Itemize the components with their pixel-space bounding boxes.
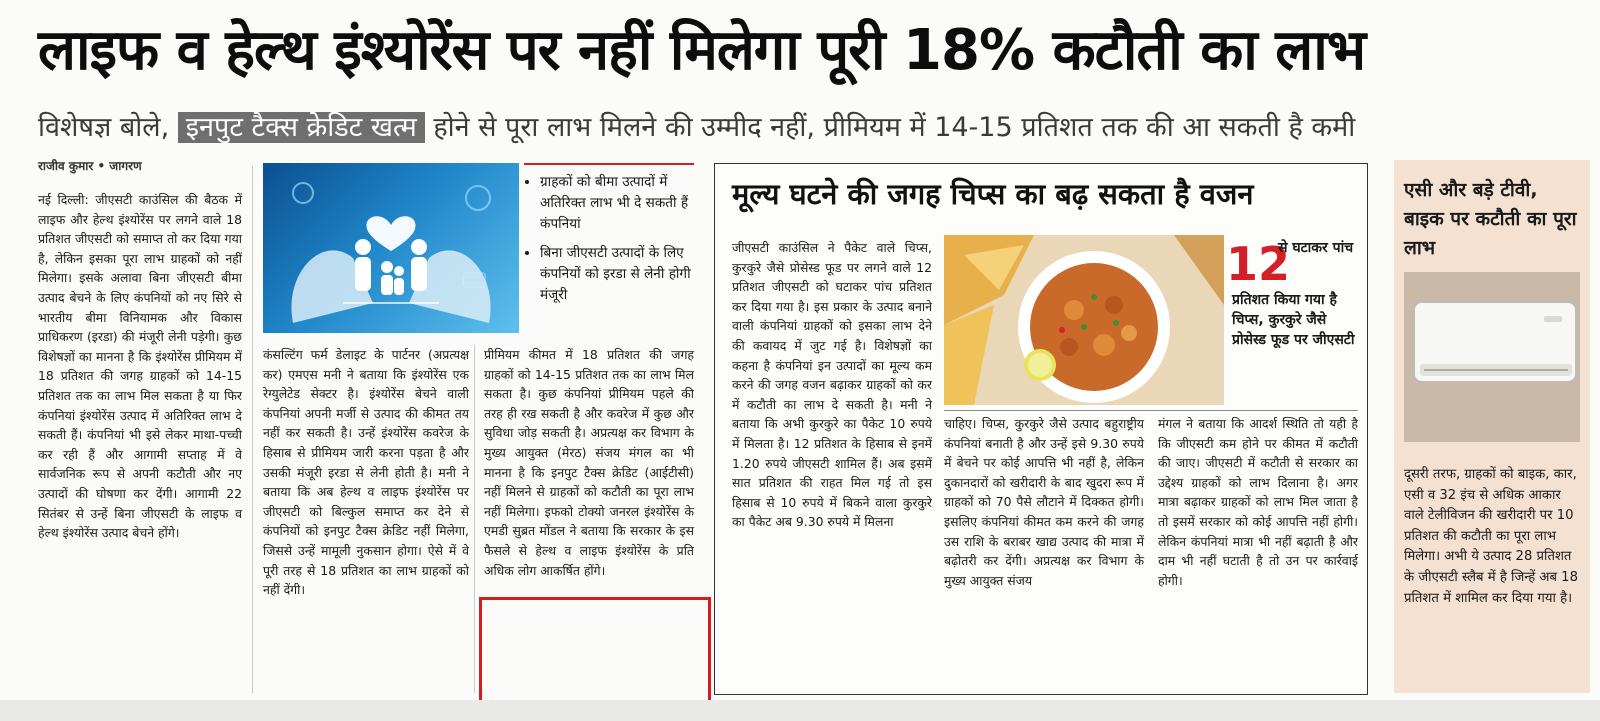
key-point-item: • ग्राहकों को बीमा उत्पादों में अतिरिक्त लाभ भी दे सकती हैं कंपनियां <box>540 172 692 235</box>
article-column-3: प्रीमियम कीमत में 18 प्रतिशत की जगह ग्राहकों को 14-15 प्रतिशत तक का लाभ मिल सकता है। कुछ कंपनियां प्रीमियम पहले की तरह ही रख सकती है और कवरेज में कुछ और सुविधा जोड़ सकती है। अप्रत्यक्ष कर विभाग के मुख्य आयुक्त (मेरठ) संजय मंगल का भी मानना है कि इनपुट टैक्स क्रेडिट (आईटीसी) नहीं मिलने से ग्राहकों को कटौती का पूरा लाभ नहीं मिलेगा। इफको टोक्यो जनरल इंश्योरेंस के एमडी सुब्रत मोंडल ने बताया कि सरकार के इस फैसले से हेल्थ व लाइफ इंश्योरेंस के प्रति अधिक लोग आकर्षित होंगे। <box>484 347 694 578</box>
column-divider <box>252 166 253 693</box>
column-divider <box>474 345 475 693</box>
air-conditioner-image <box>1404 272 1580 442</box>
byline: राजीव कुमार • जागरण <box>38 159 142 173</box>
key-points <box>524 172 692 314</box>
fact-number: 12 <box>1226 237 1291 291</box>
chips-column-1: जीएसटी काउंसिल ने पैकेट वाले चिप्स, कुरकुरे जैसे प्रोसेस्ड फूड पर लगने वाले 12 प्रतिशत जीएसटी को घटाकर पांच प्रतिशत कर दिया गया है। इस प्रकार के उत्पाद बनाने वाली कंपनियां ग्राहकों को इसका लाभ देने की कवायद में जुट गई है। विशेषज्ञों का कहना है कंपनियां इन उत्पादों का मूल्य कम करने की जगह वजन बढ़ाकर ग्राहकों को कर में कटौती का लाभ दे सकती है। मनी ने बताया कि अभी कुरकुरे का पैकेट 10 रुपये में मिलता है। 12 प्रतिशत के हिसाब से इनमें 1.20 रुपये जीएसटी शामिल हैं। अब इसमें सात प्रतिशत की राहत मिल गई तो इस हिसाब से 10 रुपये में बिकने वाला कुरकुरे का पैकेट अब 9.30 रुपये में मिलना <box>732 240 932 530</box>
chips-story-title: मूल्य घटने की जगह चिप्स का बढ़ सकता है वजन <box>732 177 1254 211</box>
chips-bowl-icon <box>944 235 1224 405</box>
highlight-annotation-box <box>479 597 711 712</box>
subheadline <box>38 108 1578 148</box>
key-point-item: • बिना जीएसटी उत्पादों के लिए कंपनियों को इरडा से लेनी होगी मंजूरी <box>540 243 692 306</box>
article-column-2: कंसल्टिंग फर्म डेलाइट के पार्टनर (अप्रत्यक्ष कर) एमएस मनी ने बताया कि इंश्योरेंस एक रेग्युलेटेड सेक्टर है। इंश्योरेंस बेचने वाली कंपनियां अपनी मर्जी से उत्पाद की कीमत तय नहीं कर सकती है। उन्हें इंश्योरेंस कवरेज के हिसाब से प्रीमियम जारी करना पड़ता है और उसकी मंजूरी इरडा से लेनी होती है। मनी ने बताया कि अब हेल्थ व लाइफ इंश्योरेंस पर जीएसटी को बिल्कुल समाप्त कर देने से कंपनियों को इनपुट टैक्स क्रेडिट नहीं मिलेगा, जिससे उन्हें मामूली नुकसान होगा। ऐसे में वे पूरी तरह से 18 प्रतिशत का लाभ ग्राहकों को नहीं देंगी। <box>263 347 469 598</box>
headline: लाइफ व हेल्थ इंश्योरेंस पर नहीं मिलेगा पूरी 18% कटौती का लाभ <box>38 18 1366 83</box>
sidebar-text: दूसरी तरफ, ग्राहकों को बाइक, कार, एसी व 32 इंच से अधिक आकार वाले टेलीविजन की खरीदारी पर 10 प्रतिशत की कटौती का पूरा लाभ मिलेगा। अभी ये उत्पाद 28 प्रतिशत के जीएसटी स्लैब में है जिन्हें अब 18 प्रतिशत में शामिल कर दिया गया है। <box>1404 467 1578 606</box>
fact-text: प्रतिशत किया गया है चिप्स, कुरकुरे जैसे प्रोसेस्ड फूड पर जीएसटी <box>1232 292 1355 348</box>
subhead-highlight: इनपुट टैक्स क्रेडिट खत्म <box>178 112 425 143</box>
fact-side-text: से घटाकर पांच <box>1278 240 1354 256</box>
sidebar-title: एसी और बड़े टीवी, बाइक पर कटौती का पूरा लाभ <box>1404 179 1577 259</box>
family-hands-icon <box>263 163 519 333</box>
air-conditioner-icon <box>1404 272 1580 442</box>
snack-bowl-image <box>944 235 1224 405</box>
chips-divider <box>944 410 1358 411</box>
subhead-before: विशेषज्ञ बोले, <box>38 112 170 143</box>
subhead-after: होने से पूरा लाभ मिलने की उम्मीद नहीं, प्रीमियम में 14-15 प्रतिशत तक की आ सकती है कमी <box>433 112 1356 143</box>
article-column-1: नई दिल्ली: जीएसटी काउंसिल की बैठक में लाइफ और हेल्थ इंश्योरेंस पर लगने वाले 18 प्रतिशत जीएसटी को समाप्त तो कर दिया गया है, लेकिन इसका पूरा लाभ ग्राहकों को नहीं मिलेगा। इसके अलावा बिना जीएसटी बीमा उत्पाद बेचने के लिए कंपनियों को नए सिरे से भारतीय बीमा विनियामक और विकास प्राधिकरण (इरडा) की मंजूरी लेनी पड़ेगी। कुछ विशेषज्ञों का मानना है कि इंश्योरेंस प्रीमियम में 18 प्रतिशत की जगह ग्राहकों को 14-15 प्रतिशत तक का लाभ मिल सकता है या फिर कंपनियां इंश्योरेंस उत्पाद में अतिरिक्त लाभ दे सकती हैं। कंपनियां भी इसे लेकर माथा-पच्ची कर रही हैं और आगामी सप्ताह में वे सार्वजनिक रूप से अपनी कटौती और नए उत्पादों की घोषणा कर देंगी। आगामी 22 सितंबर से उन्हें बिना जीएसटी के लाइफ व हेल्थ इंश्योरेंस उत्पाद बेचने होंगे। <box>38 192 242 541</box>
insurance-illustration <box>263 163 519 333</box>
bottom-margin <box>0 700 1600 721</box>
bullets-top-rule <box>524 163 694 165</box>
chips-column-2: चाहिए। चिप्स, कुरकुरे जैसे उत्पाद बहुराष्ट्रीय कंपनियां बनाती है और उन्हें इसे 9.30 रुपये में बेचने पर कोई आपत्ति भी नहीं है, लेकिन दुकानदारों को खरीदारी के बाद खुदरा रूप में ग्राहकों को 70 पैसे लौटाने में दिक्कत होगी। इसलिए कंपनियां कीमत कम करने की जगह उस राशि के बराबर खाद्य उत्पाद की मात्रा में बढ़ोतरी कर देंगी। अप्रत्यक्ष कर विभाग के मुख्य आयुक्त संजय <box>944 416 1144 588</box>
chips-column-3: मंगल ने बताया कि आदर्श स्थिति तो यही है कि जीएसटी कम होने पर कीमत में कटौती की जाए। जीएसटी में कटौती से सरकार का उद्देश्य ग्राहकों को लाभ दिलाना है। अगर मात्रा बढ़ाकर ग्राहकों को लाभ मिल जाता है तो इसमें सरकार को कोई आपत्ति नहीं होगी। लेकिन कंपनियां मात्रा भी नहीं बढ़ाती है और दाम भी नहीं घटाती है तो उन पर कार्रवाई होगी। <box>1158 416 1358 588</box>
